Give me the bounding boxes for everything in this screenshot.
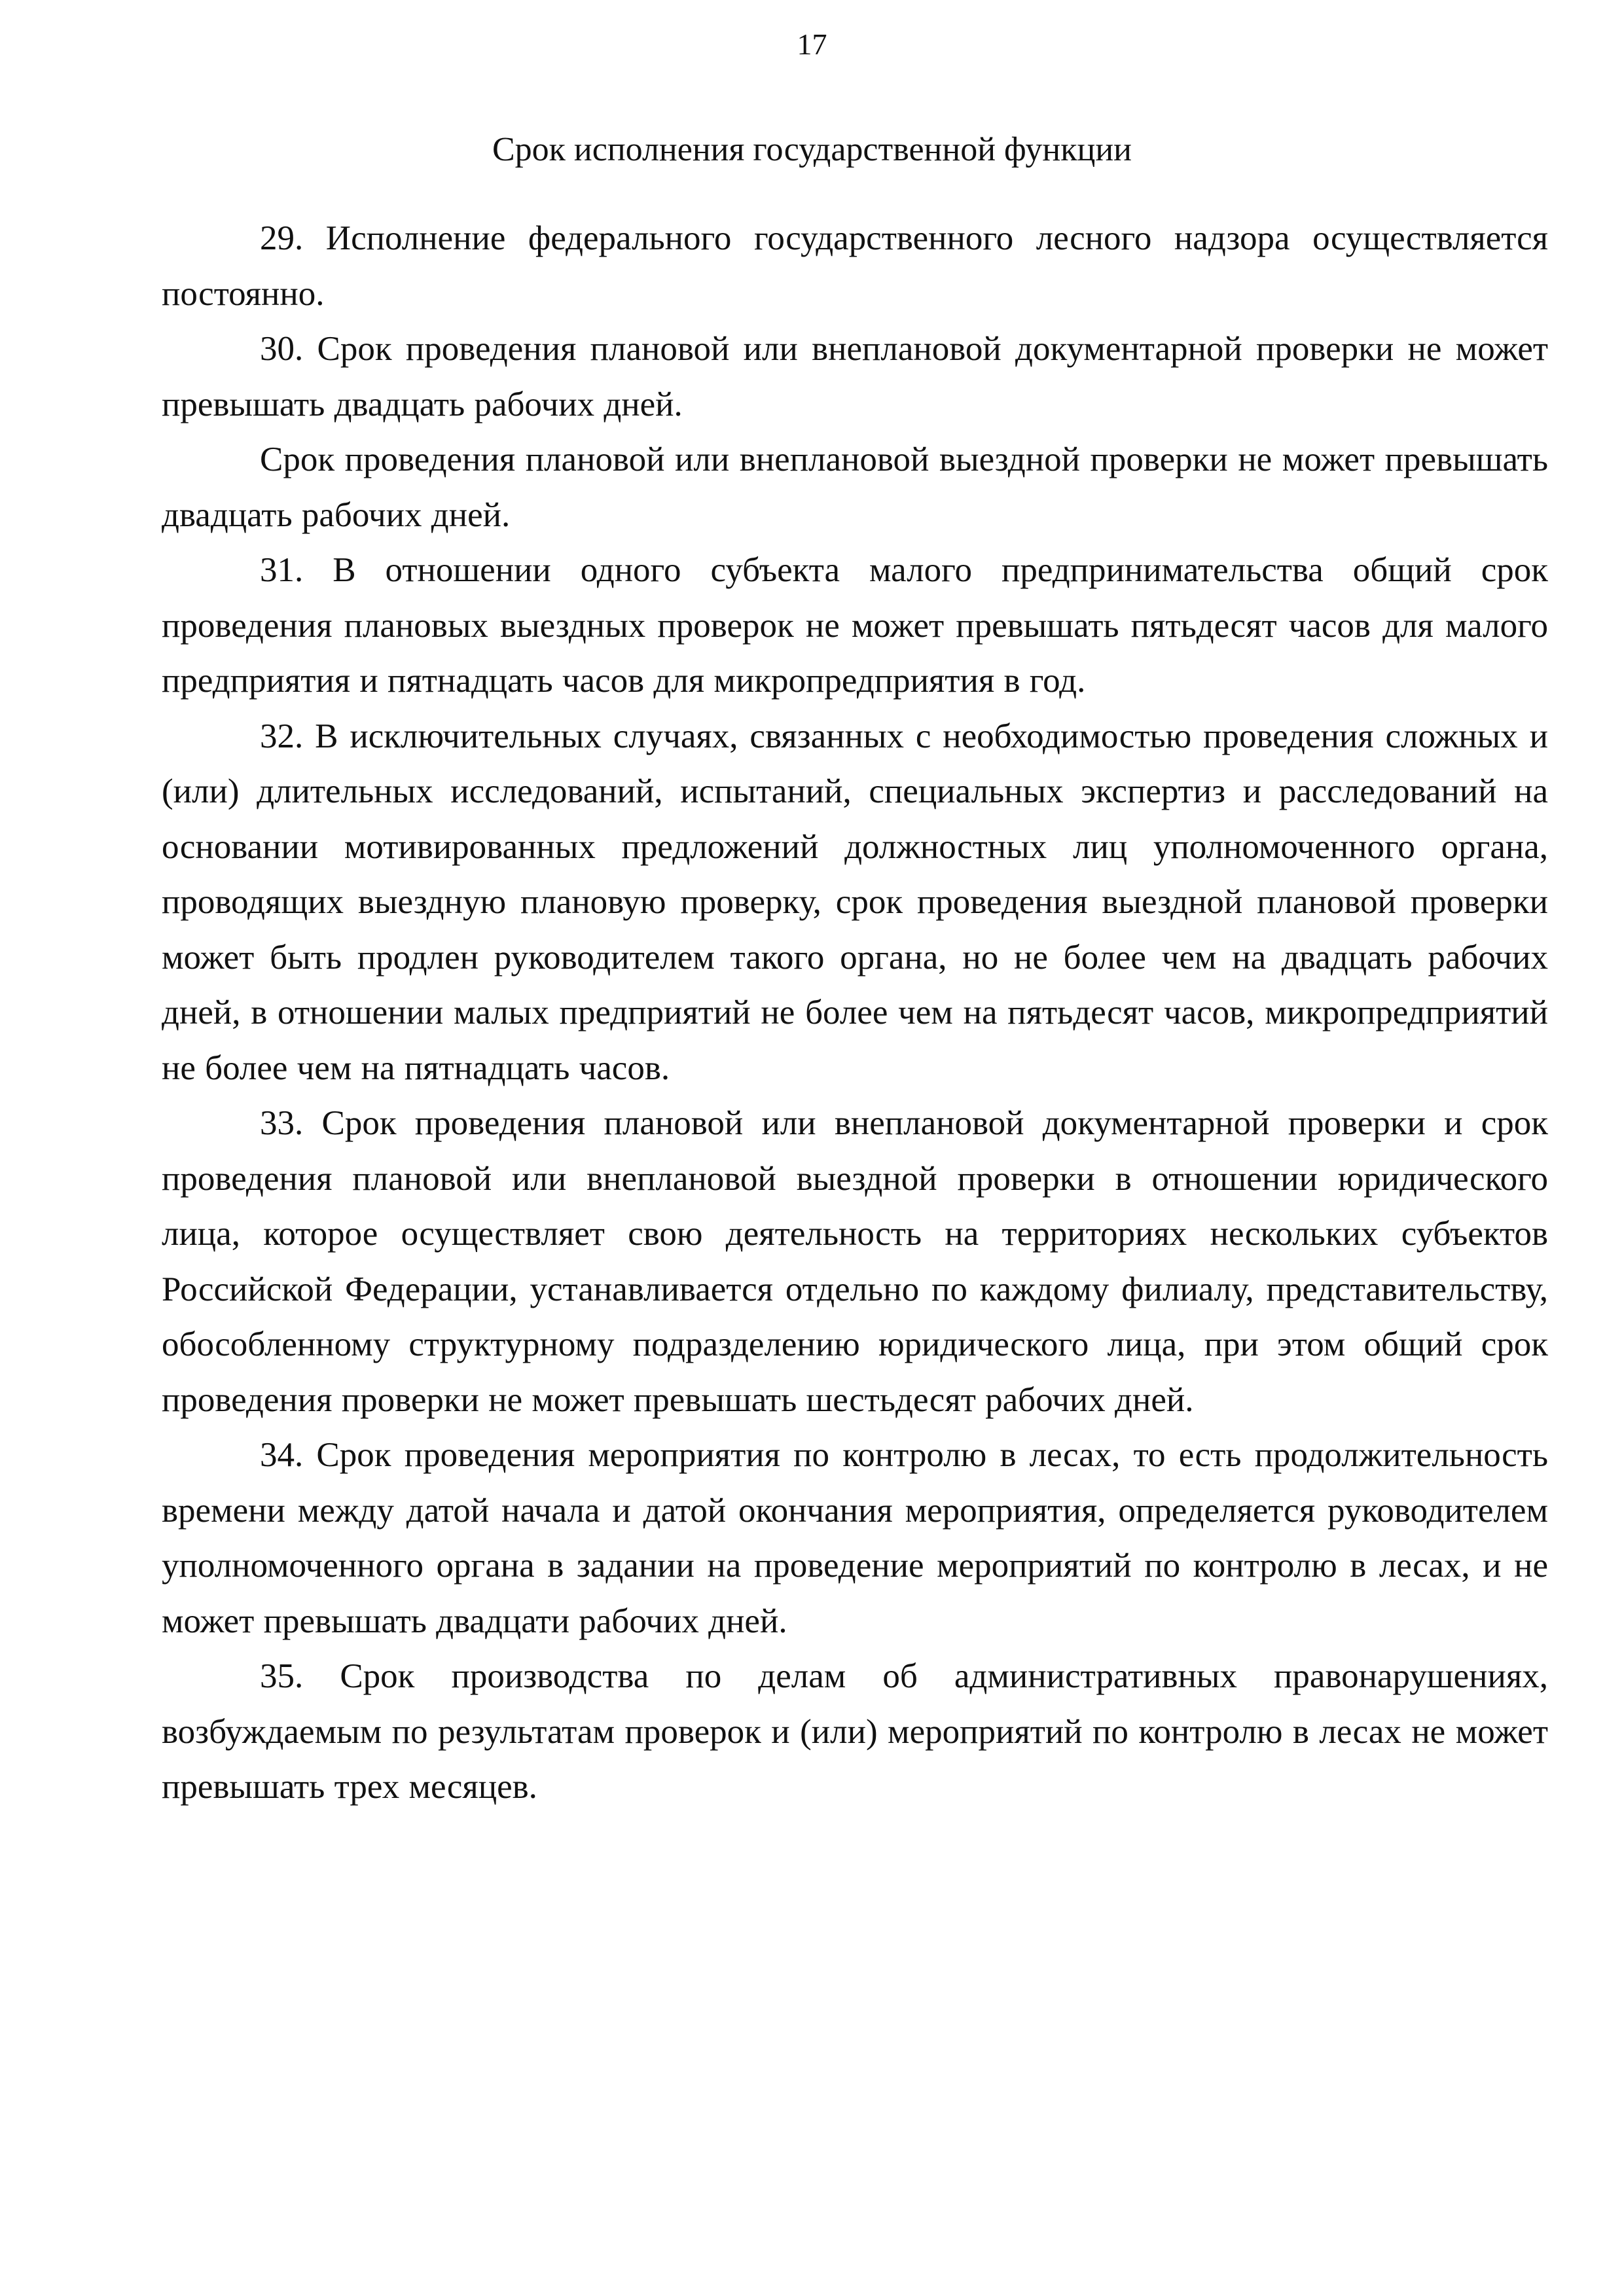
document-body <box>162 211 1548 1815</box>
paragraph-34: 34. Срок проведения мероприятия по контролю в лесах, то есть продолжительность времени между датой начала и датой окончания мероприятия, определяется руководителем уполномоченного органа в задании на проведение мероприятий по контролю в лесах, и не может превышать двадцати рабочих дней. <box>162 1436 1548 1640</box>
paragraph-30-continued: Срок проведения плановой или внеплановой выездной проверки не может превышать двадцать рабочих дней. <box>162 440 1548 534</box>
paragraph-31: 31. В отношении одного субъекта малого предпринимательства общий срок проведения плановых выездных проверок не может превышать пятьдесят часов для малого предприятия и пятнадцать часов для микропредприятия в год. <box>162 551 1548 700</box>
paragraph-35: 35. Срок производства по делам об административных правонарушениях, возбуждаемым по результатам проверок и (или) мероприятий по контролю в лесах не может превышать трех месяцев. <box>162 1657 1548 1806</box>
paragraph-32: 32. В исключительных случаях, связанных с необходимостью проведения сложных и (или) длительных исследований, испытаний, специальных экспертиз и расследований на основании мотивированных предложений должностных лиц уполномоченного органа, проводящих выездную плановую проверку, срок проведения выездной плановой проверки может быть продлен руководителем такого органа, но не более чем на двадцать рабочих дней, в отношении малых предприятий не более чем на пятьдесят часов, микропредприятий не более чем на пятнадцать часов. <box>162 717 1548 1087</box>
section-title: Срок исполнения государственной функции <box>492 131 1132 168</box>
paragraph-29: 29. Исполнение федерального государственного лесного надзора осуществляется постоянно. <box>162 219 1548 313</box>
paragraph-33: 33. Срок проведения плановой или внеплановой документарной проверки и срок проведения плановой или внеплановой выездной проверки в отношении юридического лица, которое осуществляет свою деятельность на территориях нескольких субъектов Российской Федерации, устанавливается отдельно по каждому филиалу, представительству, обособленному структурному подразделению юридического лица, при этом общий срок проведения проверки не может превышать шестьдесят рабочих дней. <box>162 1104 1548 1419</box>
paragraph-30: 30. Срок проведения плановой или внеплановой документарной проверки не может превышать двадцать рабочих дней. <box>162 330 1548 423</box>
page-number: 17 <box>797 27 827 61</box>
